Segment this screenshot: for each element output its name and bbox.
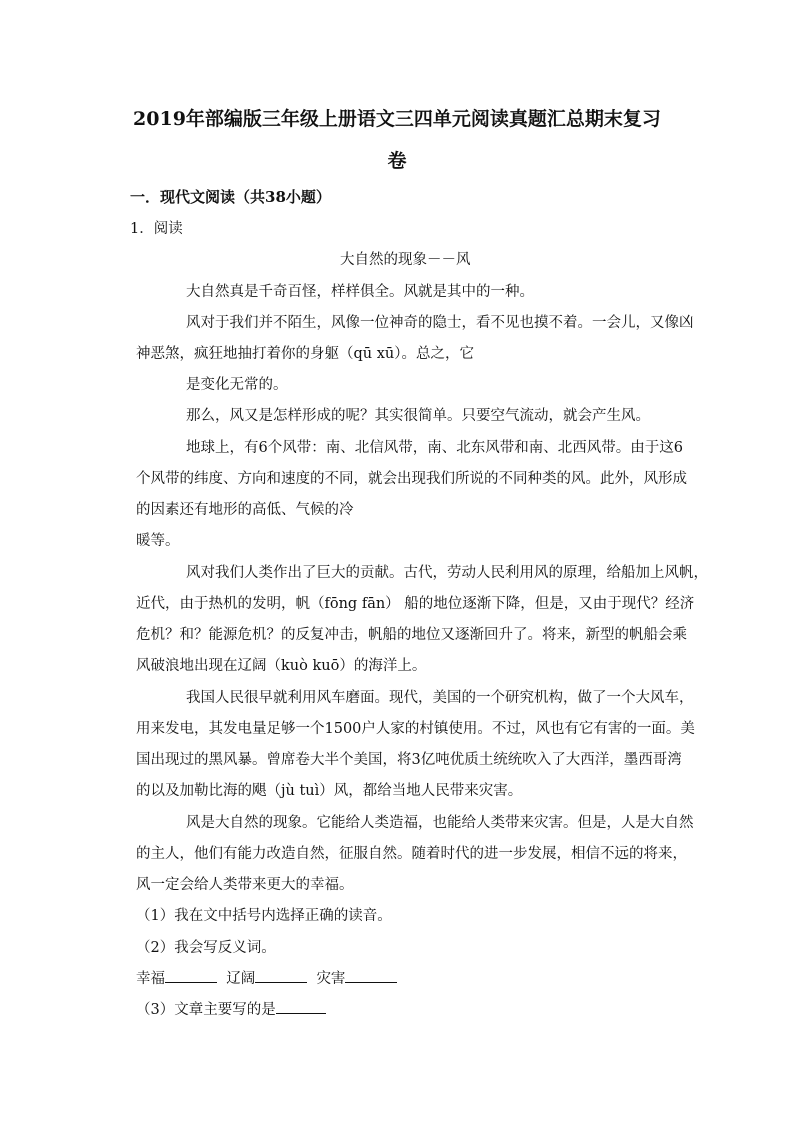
question-1-label: 1．阅读 (130, 221, 183, 237)
doc-title-line1: 2019年部编版三年级上册语文三四单元阅读真题汇总期末复习 (133, 108, 661, 130)
passage-line: 风是大自然的现象。它能给人类造福，也能给人类带来灾害。但是，人是大自然 (186, 815, 694, 831)
passage-line: 神恶煞，疯狂地抽打着你的身躯（qū xū）。总之，它 (136, 346, 474, 362)
answer-blank[interactable] (165, 968, 217, 983)
sub-question-3: （3）文章主要写的是 (136, 1002, 276, 1018)
passage-line: 风对于我们并不陌生，风像一位神奇的隐士，看不见也摸不着。一会儿，又像凶 (186, 315, 694, 331)
answer-blank[interactable] (255, 968, 307, 983)
passage-line: 的以及加勒比海的飓（jù tuì）风，都给当地人民带来灾害。 (136, 783, 523, 799)
passage-line: 风对我们人类作出了巨大的贡献。古代，劳动人民利用风的原理，给船加上风帆， (186, 565, 708, 581)
antonym-word: 幸福 (136, 971, 165, 987)
passage-line: 危机？和？能源危机？的反复冲击，帆船的地位又逐渐回升了。将来，新型的帆船会乘 (136, 627, 687, 643)
passage-line: 我国人民很早就利用风车磨面。现代，美国的一个研究机构，做了一个大风车， (186, 690, 694, 706)
passage-line: 用来发电，其发电量足够一个1500户人家的村镇使用。不过，风也有它有害的一面。美 (136, 721, 695, 737)
passage-line: 是变化无常的。 (186, 377, 288, 393)
doc-title-line2: 卷 (387, 150, 407, 172)
answer-blank[interactable] (345, 968, 397, 983)
passage-line: 风破浪地出现在辽阔（kuò kuō）的海洋上。 (136, 658, 427, 674)
antonym-word: 灾害 (316, 971, 346, 987)
passage-line: 国出现过的黑风暴。曾席卷大半个美国，将3亿吨优质土统统吹入了大西洋，墨西哥湾 (136, 752, 682, 768)
passage-line: 的主人，他们有能力改造自然，征服自然。随着时代的进一步发展，相信不远的将来， (136, 846, 687, 862)
antonym-row (136, 967, 397, 988)
sub-question-1: （1）我在文中括号内选择正确的读音。 (136, 908, 392, 924)
passage-line: 那么，风又是怎样形成的呢？其实很简单。只要空气流动，就会产生风。 (186, 408, 650, 424)
sub-question-3-row (136, 998, 326, 1019)
passage-title: 大自然的现象－－风 (340, 252, 471, 268)
sub-question-2: （2）我会写反义词。 (136, 940, 276, 956)
antonym-word: 辽阔 (226, 971, 256, 987)
passage-line: 风一定会给人类带来更大的幸福。 (136, 877, 354, 893)
passage-line: 暖等。 (136, 533, 180, 549)
section-heading: 一．现代文阅读（共38小题） (130, 188, 331, 206)
passage-line: 的因素还有地形的高低、气候的冷 (136, 502, 354, 518)
answer-blank[interactable] (276, 999, 326, 1014)
passage-line: 近代，由于热机的发明，帆（fōng fān） 船的地位逐渐下降，但是，又由于现代？经济 (136, 596, 695, 612)
passage-line: 大自然真是千奇百怪，样样俱全。风就是其中的一种。 (186, 284, 534, 300)
passage-line: 地球上，有6个风带：南、北信风带，南、北东风带和南、北西风带。由于这6 (186, 440, 683, 456)
passage-line: 个风带的纬度、方向和速度的不同，就会出现我们所说的不同种类的风。此外，风形成 (136, 471, 687, 487)
